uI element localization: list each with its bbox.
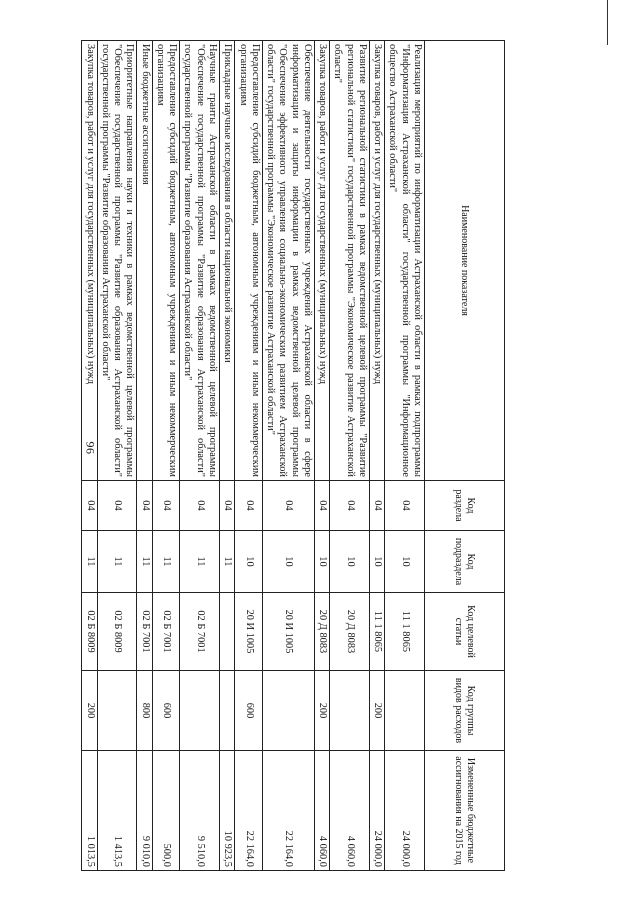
row-section: 04 — [235, 481, 263, 531]
row-group: 600 — [152, 671, 180, 751]
table-row — [330, 41, 370, 871]
row-group: 200 — [314, 671, 329, 751]
table-row — [82, 41, 97, 871]
row-name: Научные гранты Астраханской области в рамках ведомственной целевой программы "Обеспечение государственной программы "Развитие образования Астраханской области" государственной программы "Развитие образования Астраханской области" — [180, 41, 220, 481]
row-target: 11 1 8065 — [369, 593, 384, 671]
row-amount: 1 413,5 — [97, 751, 137, 871]
row-amount: 9 510,0 — [180, 751, 220, 871]
row-subsection: 10 — [262, 531, 314, 593]
header-section: Код раздела — [425, 481, 505, 531]
row-section: 04 — [314, 481, 329, 531]
table-row — [262, 41, 314, 871]
row-name: Закупка товаров, работ и услуг для государственных (муниципальных) нужд — [314, 41, 329, 481]
row-section: 04 — [330, 481, 370, 531]
row-amount: 10 923,5 — [220, 751, 235, 871]
row-target: 20 Д 8083 — [330, 593, 370, 671]
table-row — [152, 41, 180, 871]
row-subsection: 10 — [235, 531, 263, 593]
row-section: 04 — [369, 481, 384, 531]
row-subsection: 10 — [369, 531, 384, 593]
row-group: 600 — [235, 671, 263, 751]
table-row — [137, 41, 152, 871]
row-name: Приоритетные направления науки и техники в рамках ведомственной целевой программы "Обеспечение государственной программы "Развитие образования Астраханской области" государственной программы "Развитие образования Астраханской области" — [97, 41, 137, 481]
header-target: Код целевой статьи — [425, 593, 505, 671]
row-amount: 1 013,5 — [82, 751, 97, 871]
table-row — [369, 41, 384, 871]
header-group: Код группы видов расходов — [425, 671, 505, 751]
row-subsection: 11 — [97, 531, 137, 593]
table-row — [97, 41, 137, 871]
row-amount: 500,0 — [152, 751, 180, 871]
row-group — [262, 671, 314, 751]
row-target: 20 Д 8083 — [314, 593, 329, 671]
table-row — [220, 41, 235, 871]
row-section: 04 — [262, 481, 314, 531]
row-target: 02 Б 8009 — [82, 593, 97, 671]
row-target: 02 Б 7001 — [180, 593, 220, 671]
row-name: Иные бюджетные ассигнования — [137, 41, 152, 481]
table-row — [385, 41, 425, 871]
row-group — [330, 671, 370, 751]
row-amount: 22 164,0 — [235, 751, 263, 871]
row-subsection: 10 — [330, 531, 370, 593]
header-amount: Измененные бюджетные ассигнования на 2015 год — [425, 751, 505, 871]
row-name: Обеспечение деятельности государственных учреждений Астраханской области в сфере информатизации и защиты информации в рамках ведомственной целевой программы "Обеспечение эффективного управления социально-экономическим развитием Астраханской области" государственной программы "Экономическое развитие Астраханской области" — [262, 41, 314, 481]
row-target: 20 И 1005 — [235, 593, 263, 671]
row-target — [220, 593, 235, 671]
row-amount: 4 060,0 — [314, 751, 329, 871]
row-subsection: 11 — [220, 531, 235, 593]
row-group — [220, 671, 235, 751]
row-section: 04 — [220, 481, 235, 531]
row-target: 20 И 1005 — [262, 593, 314, 671]
row-section: 04 — [97, 481, 137, 531]
budget-table — [81, 40, 505, 871]
row-amount: 4 060,0 — [330, 751, 370, 871]
row-name: Реализация мероприятий по информатизации Астраханской области в рамках подпрограммы "Информатизация Астраханской области" государственной программы "Информационное общество Астраханской области" — [385, 41, 425, 481]
row-name: Закупка товаров, работ и услуг для государственных (муниципальных) нужд — [369, 41, 384, 481]
row-name: Предоставление субсидий бюджетным, автономным учреждениям и иным некоммерческим организациям — [152, 41, 180, 481]
row-name: Закупка товаров, работ и услуг для государственных (муниципальных) нужд — [82, 41, 97, 481]
table-row — [235, 41, 263, 871]
row-section: 04 — [152, 481, 180, 531]
row-name: Предоставление субсидий бюджетным, автономным учреждениям и иным некоммерческим организациям — [235, 41, 263, 481]
row-name: Развитие региональной статистики в рамках ведомственной целевой программы "Развитие региональной статистики" государственной программы "Экономическое развитие Астраханской области" — [330, 41, 370, 481]
row-subsection: 11 — [137, 531, 152, 593]
row-amount: 24 000,0 — [369, 751, 384, 871]
header-name: Наименование показателя — [425, 41, 505, 481]
row-amount: 9 010,0 — [137, 751, 152, 871]
table-row — [180, 41, 220, 871]
header-subsection: Код подраздела — [425, 531, 505, 593]
table-body — [82, 41, 425, 871]
row-name: Прикладные научные исследования в области национальной экономики — [220, 41, 235, 481]
row-subsection: 10 — [314, 531, 329, 593]
row-group — [385, 671, 425, 751]
row-target: 02 Б 7001 — [137, 593, 152, 671]
row-group: 200 — [369, 671, 384, 751]
row-target: 02 Б 8009 — [97, 593, 137, 671]
row-section: 04 — [82, 481, 97, 531]
row-target: 02 Б 7001 — [152, 593, 180, 671]
row-section: 04 — [385, 481, 425, 531]
row-target: 11 1 8065 — [385, 593, 425, 671]
row-subsection: 11 — [180, 531, 220, 593]
table-header-row — [425, 41, 505, 871]
row-amount: 24 000,0 — [385, 751, 425, 871]
row-group: 200 — [82, 671, 97, 751]
row-subsection: 10 — [385, 531, 425, 593]
row-group — [97, 671, 137, 751]
row-section: 04 — [137, 481, 152, 531]
row-amount: 22 164,0 — [262, 751, 314, 871]
row-subsection: 11 — [82, 531, 97, 593]
row-group: 800 — [137, 671, 152, 751]
page-number: 96 — [83, 441, 98, 455]
row-group — [180, 671, 220, 751]
row-section: 04 — [180, 481, 220, 531]
row-subsection: 11 — [152, 531, 180, 593]
table-row — [314, 41, 329, 871]
